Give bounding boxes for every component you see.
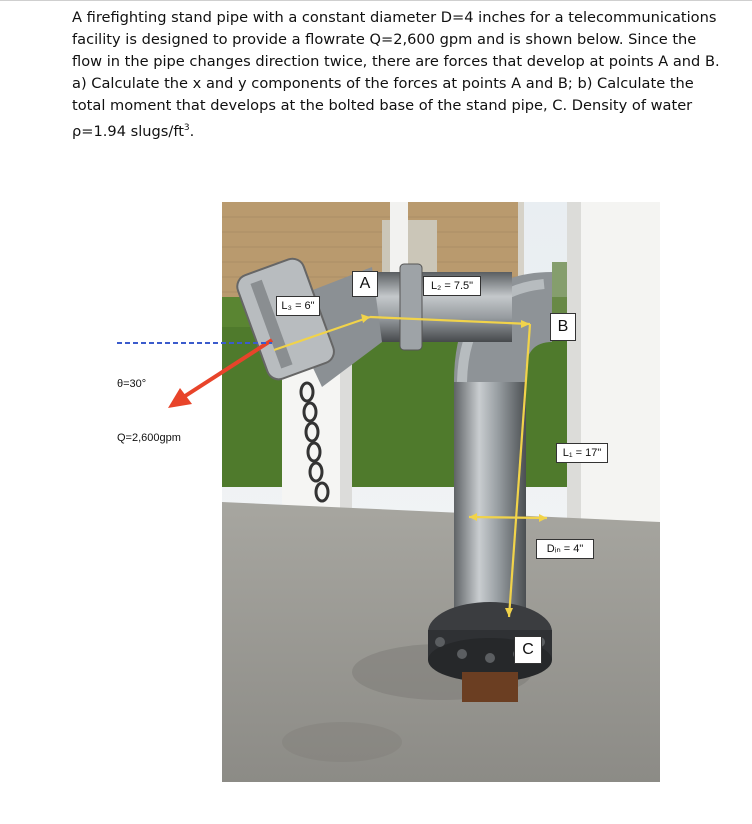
l3-label: L₃ = 6": [276, 296, 320, 316]
problem-line-1: A firefighting stand pipe with a constant diameter D=4 inches for a telecommunications: [72, 9, 717, 26]
reference-dashed-line: [117, 340, 277, 346]
rusty-base: [462, 672, 518, 702]
pipe-coupling: [400, 264, 422, 350]
point-c-label: C: [514, 636, 542, 664]
point-b-label: B: [550, 313, 576, 341]
l1-label: L₁ = 17": [556, 443, 608, 463]
flow-rate-label: Q=2,600gpm: [117, 432, 181, 444]
vertical-pipe: [454, 377, 526, 627]
density-exponent: 3: [183, 123, 190, 133]
point-a-label: A: [352, 271, 378, 297]
problem-line-4: a) Calculate the x and y components of the forces at points A and B; b) Calculate the: [72, 75, 694, 92]
page-top-rule: [0, 0, 752, 1]
problem-line-3: flow in the pipe changes direction twice, there are forces that develop at points A and B.: [72, 53, 720, 70]
density-text: ρ=1.94 slugs/ft: [72, 122, 184, 140]
problem-statement: [72, 7, 732, 143]
theta-label: θ=30°: [117, 378, 147, 390]
problem-line-5: total moment that develops at the bolted base of the stand pipe, C. Density of water: [72, 97, 693, 114]
problem-line-2: facility is designed to provide a flowrate Q=2,600 gpm and is shown below. Since the: [72, 31, 697, 48]
l2-label: L₂ = 7.5": [423, 276, 481, 296]
density-suffix: .: [189, 122, 195, 140]
inner-diameter-label: Dᵢₙ = 4": [536, 539, 594, 559]
